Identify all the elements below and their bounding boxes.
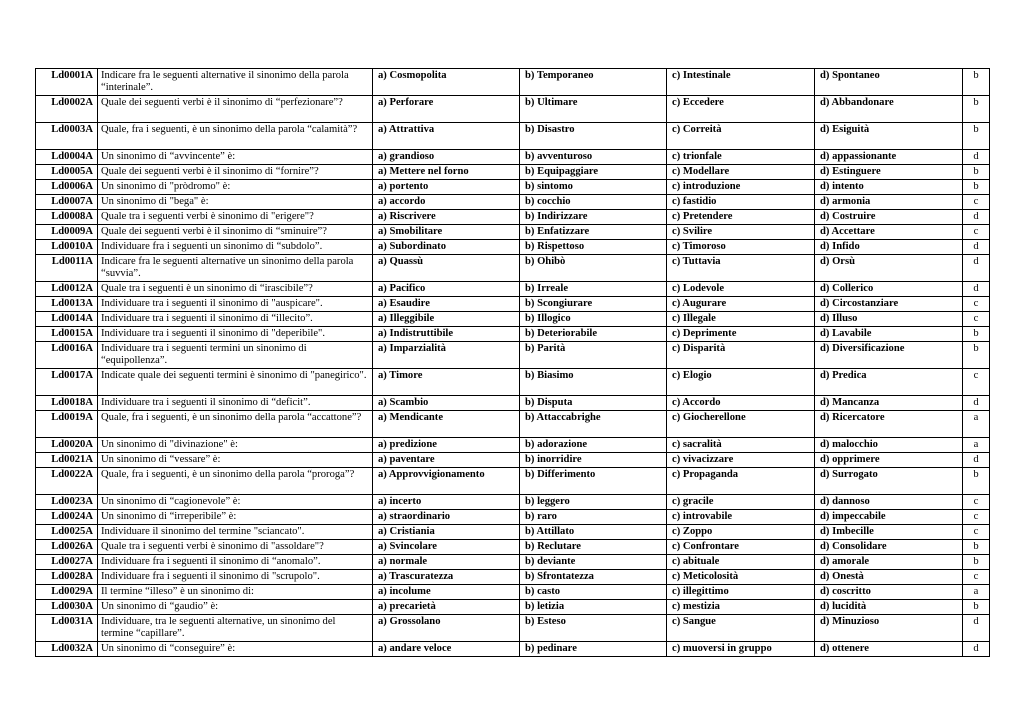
correct-answer: a — [963, 411, 990, 438]
option-b: b) Illogico — [520, 312, 667, 327]
option-b: b) Deteriorabile — [520, 327, 667, 342]
option-c: c) trionfale — [667, 150, 815, 165]
question-code: Ld0022A — [36, 468, 98, 495]
correct-answer: b — [963, 327, 990, 342]
table-row — [36, 585, 990, 600]
correct-answer: d — [963, 615, 990, 642]
correct-answer: d — [963, 150, 990, 165]
correct-answer: c — [963, 225, 990, 240]
correct-answer: b — [963, 540, 990, 555]
correct-answer: a — [963, 585, 990, 600]
question-code: Ld0030A — [36, 600, 98, 615]
table-row — [36, 468, 990, 495]
question-text: Un sinonimo di “irreperibile” è: — [98, 510, 373, 525]
correct-answer: b — [963, 180, 990, 195]
question-text: Indicare fra le seguenti alternative un sinonimo della parola “suvvia”. — [98, 255, 373, 282]
option-d: d) Illuso — [815, 312, 963, 327]
option-a: a) Trascuratezza — [373, 570, 520, 585]
option-c: c) Confrontare — [667, 540, 815, 555]
table-row — [36, 255, 990, 282]
option-c: c) Tuttavia — [667, 255, 815, 282]
option-d: d) lucidità — [815, 600, 963, 615]
question-code: Ld0008A — [36, 210, 98, 225]
option-c: c) abituale — [667, 555, 815, 570]
correct-answer: b — [963, 69, 990, 96]
option-d: d) armonia — [815, 195, 963, 210]
option-c: c) Timoroso — [667, 240, 815, 255]
option-c: c) Giocherellone — [667, 411, 815, 438]
option-a: a) Subordinato — [373, 240, 520, 255]
option-d: d) Circostanziare — [815, 297, 963, 312]
option-c: c) introvabile — [667, 510, 815, 525]
option-b: b) casto — [520, 585, 667, 600]
option-c: c) Intestinale — [667, 69, 815, 96]
option-d: d) ottenere — [815, 642, 963, 657]
option-a: a) Perforare — [373, 96, 520, 123]
table-row — [36, 510, 990, 525]
table-row — [36, 69, 990, 96]
correct-answer: d — [963, 255, 990, 282]
option-d: d) Imbecille — [815, 525, 963, 540]
table-row — [36, 150, 990, 165]
question-code: Ld0027A — [36, 555, 98, 570]
table-row — [36, 615, 990, 642]
option-b: b) Enfatizzare — [520, 225, 667, 240]
question-code: Ld0015A — [36, 327, 98, 342]
question-text: Indicate quale dei seguenti termini è sinonimo di "panegirico". — [98, 369, 373, 396]
correct-answer: c — [963, 195, 990, 210]
question-code: Ld0026A — [36, 540, 98, 555]
option-a: a) Cristiania — [373, 525, 520, 540]
question-code: Ld0009A — [36, 225, 98, 240]
option-d: d) Mancanza — [815, 396, 963, 411]
option-b: b) Attaccabrighe — [520, 411, 667, 438]
table-row — [36, 411, 990, 438]
option-d: d) coscritto — [815, 585, 963, 600]
correct-answer: c — [963, 495, 990, 510]
option-b: b) Irreale — [520, 282, 667, 297]
question-code: Ld0017A — [36, 369, 98, 396]
option-c: c) Zoppo — [667, 525, 815, 540]
option-d: d) Ricercatore — [815, 411, 963, 438]
option-d: d) Lavabile — [815, 327, 963, 342]
correct-answer: b — [963, 165, 990, 180]
option-d: d) Accettare — [815, 225, 963, 240]
option-d: d) Infido — [815, 240, 963, 255]
option-d: d) dannoso — [815, 495, 963, 510]
option-b: b) Ultimare — [520, 96, 667, 123]
option-d: d) impeccabile — [815, 510, 963, 525]
correct-answer: c — [963, 312, 990, 327]
table-row — [36, 642, 990, 657]
question-code: Ld0024A — [36, 510, 98, 525]
option-b: b) Disputa — [520, 396, 667, 411]
question-code: Ld0020A — [36, 438, 98, 453]
question-text: Quale tra i seguenti è un sinonimo di “irascibile”? — [98, 282, 373, 297]
option-c: c) sacralità — [667, 438, 815, 453]
correct-answer: b — [963, 96, 990, 123]
option-a: a) Approvvigionamento — [373, 468, 520, 495]
option-a: a) Riscrivere — [373, 210, 520, 225]
option-b: b) inorridire — [520, 453, 667, 468]
option-b: b) Scongiurare — [520, 297, 667, 312]
option-d: d) Minuzioso — [815, 615, 963, 642]
question-text: Un sinonimo di “avvincente” è: — [98, 150, 373, 165]
option-c: c) Accordo — [667, 396, 815, 411]
table-row — [36, 225, 990, 240]
option-a: a) Timore — [373, 369, 520, 396]
question-text: Individuare tra i seguenti il sinonimo di "deperibile". — [98, 327, 373, 342]
correct-answer: c — [963, 297, 990, 312]
option-c: c) Meticolosità — [667, 570, 815, 585]
option-c: c) Deprimente — [667, 327, 815, 342]
question-text: Quale, fra i seguenti, è un sinonimo della parola “accattone”? — [98, 411, 373, 438]
option-a: a) accordo — [373, 195, 520, 210]
option-a: a) incerto — [373, 495, 520, 510]
option-c: c) Modellare — [667, 165, 815, 180]
option-c: c) illegittimo — [667, 585, 815, 600]
question-code: Ld0005A — [36, 165, 98, 180]
question-code: Ld0018A — [36, 396, 98, 411]
table-row — [36, 555, 990, 570]
option-a: a) grandioso — [373, 150, 520, 165]
option-d: d) Esiguità — [815, 123, 963, 150]
table-row — [36, 96, 990, 123]
option-c: c) Lodevole — [667, 282, 815, 297]
question-code: Ld0012A — [36, 282, 98, 297]
option-d: d) Abbandonare — [815, 96, 963, 123]
option-a: a) Pacifico — [373, 282, 520, 297]
option-b: b) Ohibò — [520, 255, 667, 282]
option-b: b) Sfrontatezza — [520, 570, 667, 585]
option-a: a) predizione — [373, 438, 520, 453]
option-d: d) Predica — [815, 369, 963, 396]
question-text: Individuare il sinonimo del termine "sciancato". — [98, 525, 373, 540]
option-b: b) Reclutare — [520, 540, 667, 555]
option-d: d) Collerico — [815, 282, 963, 297]
option-b: b) cocchio — [520, 195, 667, 210]
question-text: Il termine “illeso” è un sinonimo di: — [98, 585, 373, 600]
option-c: c) Pretendere — [667, 210, 815, 225]
option-d: d) malocchio — [815, 438, 963, 453]
question-text: Quale, fra i seguenti, è un sinonimo della parola “calamità”? — [98, 123, 373, 150]
option-a: a) Quassù — [373, 255, 520, 282]
question-text: Quale dei seguenti verbi è il sinonimo di “perfezionare”? — [98, 96, 373, 123]
correct-answer: c — [963, 570, 990, 585]
question-code: Ld0013A — [36, 297, 98, 312]
option-c: c) Propaganda — [667, 468, 815, 495]
correct-answer: b — [963, 600, 990, 615]
question-code: Ld0006A — [36, 180, 98, 195]
question-text: Un sinonimo di “vessare” è: — [98, 453, 373, 468]
option-d: d) Surrogato — [815, 468, 963, 495]
option-d: d) amorale — [815, 555, 963, 570]
question-text: Individuare fra i seguenti un sinonimo di “subdolo”. — [98, 240, 373, 255]
correct-answer: d — [963, 282, 990, 297]
question-text: Individuare, tra le seguenti alternative, un sinonimo del termine “capillare”. — [98, 615, 373, 642]
option-c: c) Disparità — [667, 342, 815, 369]
question-text: Quale dei seguenti verbi è il sinonimo di “fornire”? — [98, 165, 373, 180]
option-a: a) andare veloce — [373, 642, 520, 657]
table-row — [36, 297, 990, 312]
option-d: d) Costruire — [815, 210, 963, 225]
question-text: Un sinonimo di “cagionevole” è: — [98, 495, 373, 510]
table-row — [36, 525, 990, 540]
table-row — [36, 123, 990, 150]
question-text: Quale, fra i seguenti, è un sinonimo della parola “proroga”? — [98, 468, 373, 495]
option-c: c) Svilire — [667, 225, 815, 240]
option-b: b) Attillato — [520, 525, 667, 540]
question-code: Ld0016A — [36, 342, 98, 369]
option-d: d) appassionante — [815, 150, 963, 165]
question-text: Individuare tra i seguenti il sinonimo di “deficit”. — [98, 396, 373, 411]
question-text: Un sinonimo di "pròdromo" è: — [98, 180, 373, 195]
table-row — [36, 240, 990, 255]
option-c: c) Sangue — [667, 615, 815, 642]
option-a: a) Svincolare — [373, 540, 520, 555]
option-b: b) Disastro — [520, 123, 667, 150]
correct-answer: b — [963, 555, 990, 570]
option-b: b) letizia — [520, 600, 667, 615]
question-code: Ld0028A — [36, 570, 98, 585]
table-row — [36, 342, 990, 369]
option-a: a) normale — [373, 555, 520, 570]
option-b: b) Esteso — [520, 615, 667, 642]
option-b: b) avventuroso — [520, 150, 667, 165]
option-c: c) mestizia — [667, 600, 815, 615]
question-code: Ld0011A — [36, 255, 98, 282]
option-c: c) Augurare — [667, 297, 815, 312]
option-c: c) Correità — [667, 123, 815, 150]
option-d: d) Spontaneo — [815, 69, 963, 96]
option-a: a) Mettere nel forno — [373, 165, 520, 180]
table-row — [36, 195, 990, 210]
question-text: Un sinonimo di "divinazione" è: — [98, 438, 373, 453]
question-text: Quale dei seguenti verbi è il sinonimo di “sminuire”? — [98, 225, 373, 240]
table-row — [36, 282, 990, 297]
option-a: a) Indistruttibile — [373, 327, 520, 342]
option-a: a) Attrattiva — [373, 123, 520, 150]
question-code: Ld0007A — [36, 195, 98, 210]
quiz-table — [35, 68, 990, 657]
option-c: c) muoversi in gruppo — [667, 642, 815, 657]
question-text: Un sinonimo di “gaudio” è: — [98, 600, 373, 615]
table-row — [36, 540, 990, 555]
table-row — [36, 570, 990, 585]
quiz-table-body — [36, 69, 990, 657]
question-text: Individuare tra i seguenti il sinonimo di “illecito”. — [98, 312, 373, 327]
option-d: d) Onestà — [815, 570, 963, 585]
option-a: a) Grossolano — [373, 615, 520, 642]
option-b: b) Temporaneo — [520, 69, 667, 96]
option-a: a) Illeggibile — [373, 312, 520, 327]
correct-answer: c — [963, 369, 990, 396]
option-d: d) Estinguere — [815, 165, 963, 180]
option-b: b) Rispettoso — [520, 240, 667, 255]
option-a: a) Cosmopolita — [373, 69, 520, 96]
option-b: b) Biasimo — [520, 369, 667, 396]
option-b: b) sintomo — [520, 180, 667, 195]
question-code: Ld0004A — [36, 150, 98, 165]
option-b: b) Equipaggiare — [520, 165, 667, 180]
question-text: Quale tra i seguenti verbi è sinonimo di "erigere"? — [98, 210, 373, 225]
option-c: c) fastidio — [667, 195, 815, 210]
table-row — [36, 165, 990, 180]
option-d: d) opprimere — [815, 453, 963, 468]
option-a: a) incolume — [373, 585, 520, 600]
option-d: d) Consolidare — [815, 540, 963, 555]
option-b: b) Parità — [520, 342, 667, 369]
table-row — [36, 180, 990, 195]
table-row — [36, 600, 990, 615]
correct-answer: c — [963, 525, 990, 540]
option-a: a) Smobilitare — [373, 225, 520, 240]
correct-answer: d — [963, 642, 990, 657]
option-a: a) Imparzialità — [373, 342, 520, 369]
correct-answer: c — [963, 510, 990, 525]
option-a: a) paventare — [373, 453, 520, 468]
correct-answer: d — [963, 240, 990, 255]
option-c: c) introduzione — [667, 180, 815, 195]
question-code: Ld0014A — [36, 312, 98, 327]
question-text: Un sinonimo di "bega" è: — [98, 195, 373, 210]
question-text: Un sinonimo di “conseguire” è: — [98, 642, 373, 657]
option-b: b) Differimento — [520, 468, 667, 495]
option-b: b) adorazione — [520, 438, 667, 453]
option-c: c) Illegale — [667, 312, 815, 327]
option-c: c) vivacizzare — [667, 453, 815, 468]
option-a: a) portento — [373, 180, 520, 195]
question-text: Individuare fra i seguenti il sinonimo di “anomalo”. — [98, 555, 373, 570]
question-text: Individuare fra i seguenti il sinonimo di "scrupolo". — [98, 570, 373, 585]
correct-answer: d — [963, 210, 990, 225]
question-code: Ld0003A — [36, 123, 98, 150]
question-code: Ld0001A — [36, 69, 98, 96]
question-code: Ld0029A — [36, 585, 98, 600]
option-d: d) intento — [815, 180, 963, 195]
option-a: a) Mendicante — [373, 411, 520, 438]
question-text: Indicare fra le seguenti alternative il sinonimo della parola “interinale”. — [98, 69, 373, 96]
question-text: Individuare tra i seguenti il sinonimo di "auspicare". — [98, 297, 373, 312]
option-c: c) Elogio — [667, 369, 815, 396]
option-a: a) straordinario — [373, 510, 520, 525]
option-a: a) Scambio — [373, 396, 520, 411]
table-row — [36, 396, 990, 411]
option-a: a) Esaudire — [373, 297, 520, 312]
table-row — [36, 369, 990, 396]
table-row — [36, 495, 990, 510]
table-row — [36, 453, 990, 468]
correct-answer: d — [963, 396, 990, 411]
option-b: b) leggero — [520, 495, 667, 510]
correct-answer: d — [963, 453, 990, 468]
table-row — [36, 327, 990, 342]
question-code: Ld0002A — [36, 96, 98, 123]
option-c: c) gracile — [667, 495, 815, 510]
correct-answer: b — [963, 342, 990, 369]
question-code: Ld0010A — [36, 240, 98, 255]
question-code: Ld0031A — [36, 615, 98, 642]
question-text: Quale tra i seguenti verbi è sinonimo di "assoldare"? — [98, 540, 373, 555]
option-b: b) pedinare — [520, 642, 667, 657]
question-code: Ld0019A — [36, 411, 98, 438]
option-b: b) Indirizzare — [520, 210, 667, 225]
table-row — [36, 312, 990, 327]
question-code: Ld0021A — [36, 453, 98, 468]
option-d: d) Diversificazione — [815, 342, 963, 369]
question-text: Individuare tra i seguenti termini un sinonimo di “equipollenza”. — [98, 342, 373, 369]
question-code: Ld0025A — [36, 525, 98, 540]
table-row — [36, 210, 990, 225]
correct-answer: a — [963, 438, 990, 453]
option-a: a) precarietà — [373, 600, 520, 615]
option-d: d) Orsù — [815, 255, 963, 282]
question-code: Ld0032A — [36, 642, 98, 657]
option-c: c) Eccedere — [667, 96, 815, 123]
option-b: b) deviante — [520, 555, 667, 570]
correct-answer: b — [963, 123, 990, 150]
question-code: Ld0023A — [36, 495, 98, 510]
correct-answer: b — [963, 468, 990, 495]
option-b: b) raro — [520, 510, 667, 525]
table-row — [36, 438, 990, 453]
